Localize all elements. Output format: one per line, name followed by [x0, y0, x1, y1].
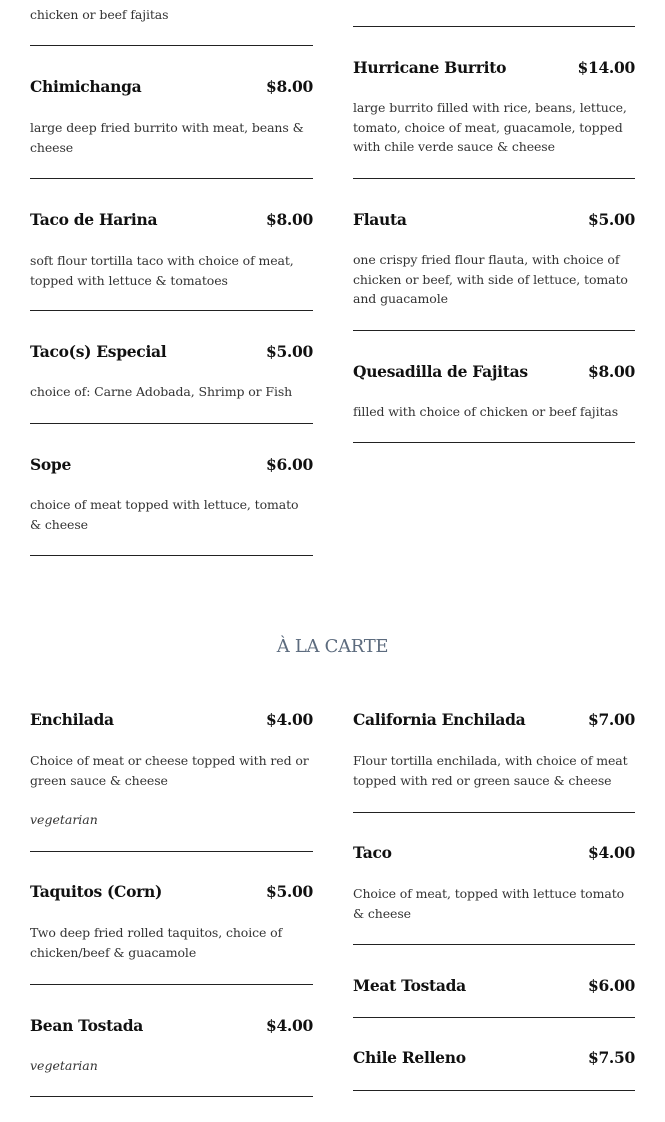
menu-item-price: $8.00 — [265, 77, 313, 96]
menu-item-name: Quesadilla de Fajitas — [353, 362, 528, 381]
menu-item-description: chicken or beef fajitas — [30, 7, 169, 22]
menu-item-description: Choice of meat or cheese topped with red or green sauce & cheese — [30, 753, 309, 788]
menu-item-name: Taco de Harina — [30, 210, 158, 229]
menu-item-price: $4.00 — [265, 1016, 313, 1035]
menu-item-name: Bean Tostada — [30, 1016, 143, 1035]
menu-item-name: Flauta — [353, 210, 407, 229]
menu-item-description: large deep fried burrito with meat, beans & cheese — [30, 120, 304, 155]
menu-item-name: Meat Tostada — [353, 976, 466, 995]
menu-item — [30, 178, 313, 311]
menu-item-price: $14.00 — [577, 58, 635, 77]
menu-item-price: $5.00 — [265, 342, 313, 361]
menu-item-price: $4.00 — [265, 710, 313, 729]
menu-item — [353, 26, 635, 179]
menu-item-name: Hurricane Burrito — [353, 58, 507, 77]
menu-item-description: soft flour tortilla taco with choice of meat, topped with lettuce & tomatoes — [30, 253, 294, 288]
menu-item — [30, 680, 313, 852]
menu-item-price: $4.00 — [587, 843, 635, 862]
menu-item-description: filled with choice of chicken or beef fajitas — [353, 404, 619, 419]
menu-item-description: choice of: Carne Adobada, Shrimp or Fish — [30, 384, 293, 399]
section-title: À LA CARTE — [276, 636, 389, 657]
menu-item — [353, 812, 635, 945]
menu-item-description: Flour tortilla enchilada, with choice of meat topped with red or green sauce & cheese — [353, 753, 628, 788]
menu-item-price: $7.00 — [587, 710, 635, 729]
menu-item-name: Chimichanga — [30, 77, 142, 96]
menu-item-name: Taco(s) Especial — [30, 342, 167, 361]
menu-item-name: Taquitos (Corn) — [30, 882, 162, 901]
menu-item-description: choice of meat topped with lettuce, tomato & cheese — [30, 497, 299, 532]
menu-item — [353, 1017, 635, 1091]
menu-item — [30, 423, 313, 556]
menu-item-description: Two deep fried rolled taquitos, choice of chicken/beef & guacamole — [30, 925, 283, 960]
menu-item-price: $6.00 — [587, 976, 635, 995]
menu-item — [353, 944, 635, 1018]
menu-item-price: $8.00 — [265, 210, 313, 229]
menu-item — [30, 45, 313, 179]
menu-item — [30, 984, 313, 1097]
menu-item-price: $5.00 — [265, 882, 313, 901]
menu-item-name: Taco — [353, 843, 392, 862]
vegetarian-tag: vegetarian — [30, 812, 98, 827]
menu-item — [353, 178, 635, 331]
menu-item — [30, 310, 313, 424]
menu-item-name: California Enchilada — [353, 710, 526, 729]
menu-item-description: Choice of meat, topped with lettuce tomato & cheese — [353, 886, 625, 921]
menu-item-description: large burrito filled with rice, beans, lettuce, tomato, choice of meat, guacamole, topped with chile verde sauce & cheese — [353, 100, 627, 154]
menu-item-description: one crispy fried flour flauta, with choice of chicken or beef, with side of lettuce, tomato and guacamole — [353, 252, 628, 306]
menu-item-name: Chile Relleno — [353, 1048, 466, 1067]
vegetarian-tag: vegetarian — [30, 1058, 98, 1073]
menu-item-partial — [353, 0, 635, 27]
menu-item-price: $7.50 — [587, 1048, 635, 1067]
menu-item-partial — [30, 0, 313, 46]
menu-item — [30, 851, 313, 985]
menu-item — [353, 680, 635, 813]
menu-item-price: $6.00 — [265, 455, 313, 474]
menu-item-name: Sope — [30, 455, 72, 474]
menu-item — [353, 330, 635, 443]
menu-item-price: $8.00 — [587, 362, 635, 381]
menu-item-name: Enchilada — [30, 710, 114, 729]
menu-item-price: $5.00 — [587, 210, 635, 229]
